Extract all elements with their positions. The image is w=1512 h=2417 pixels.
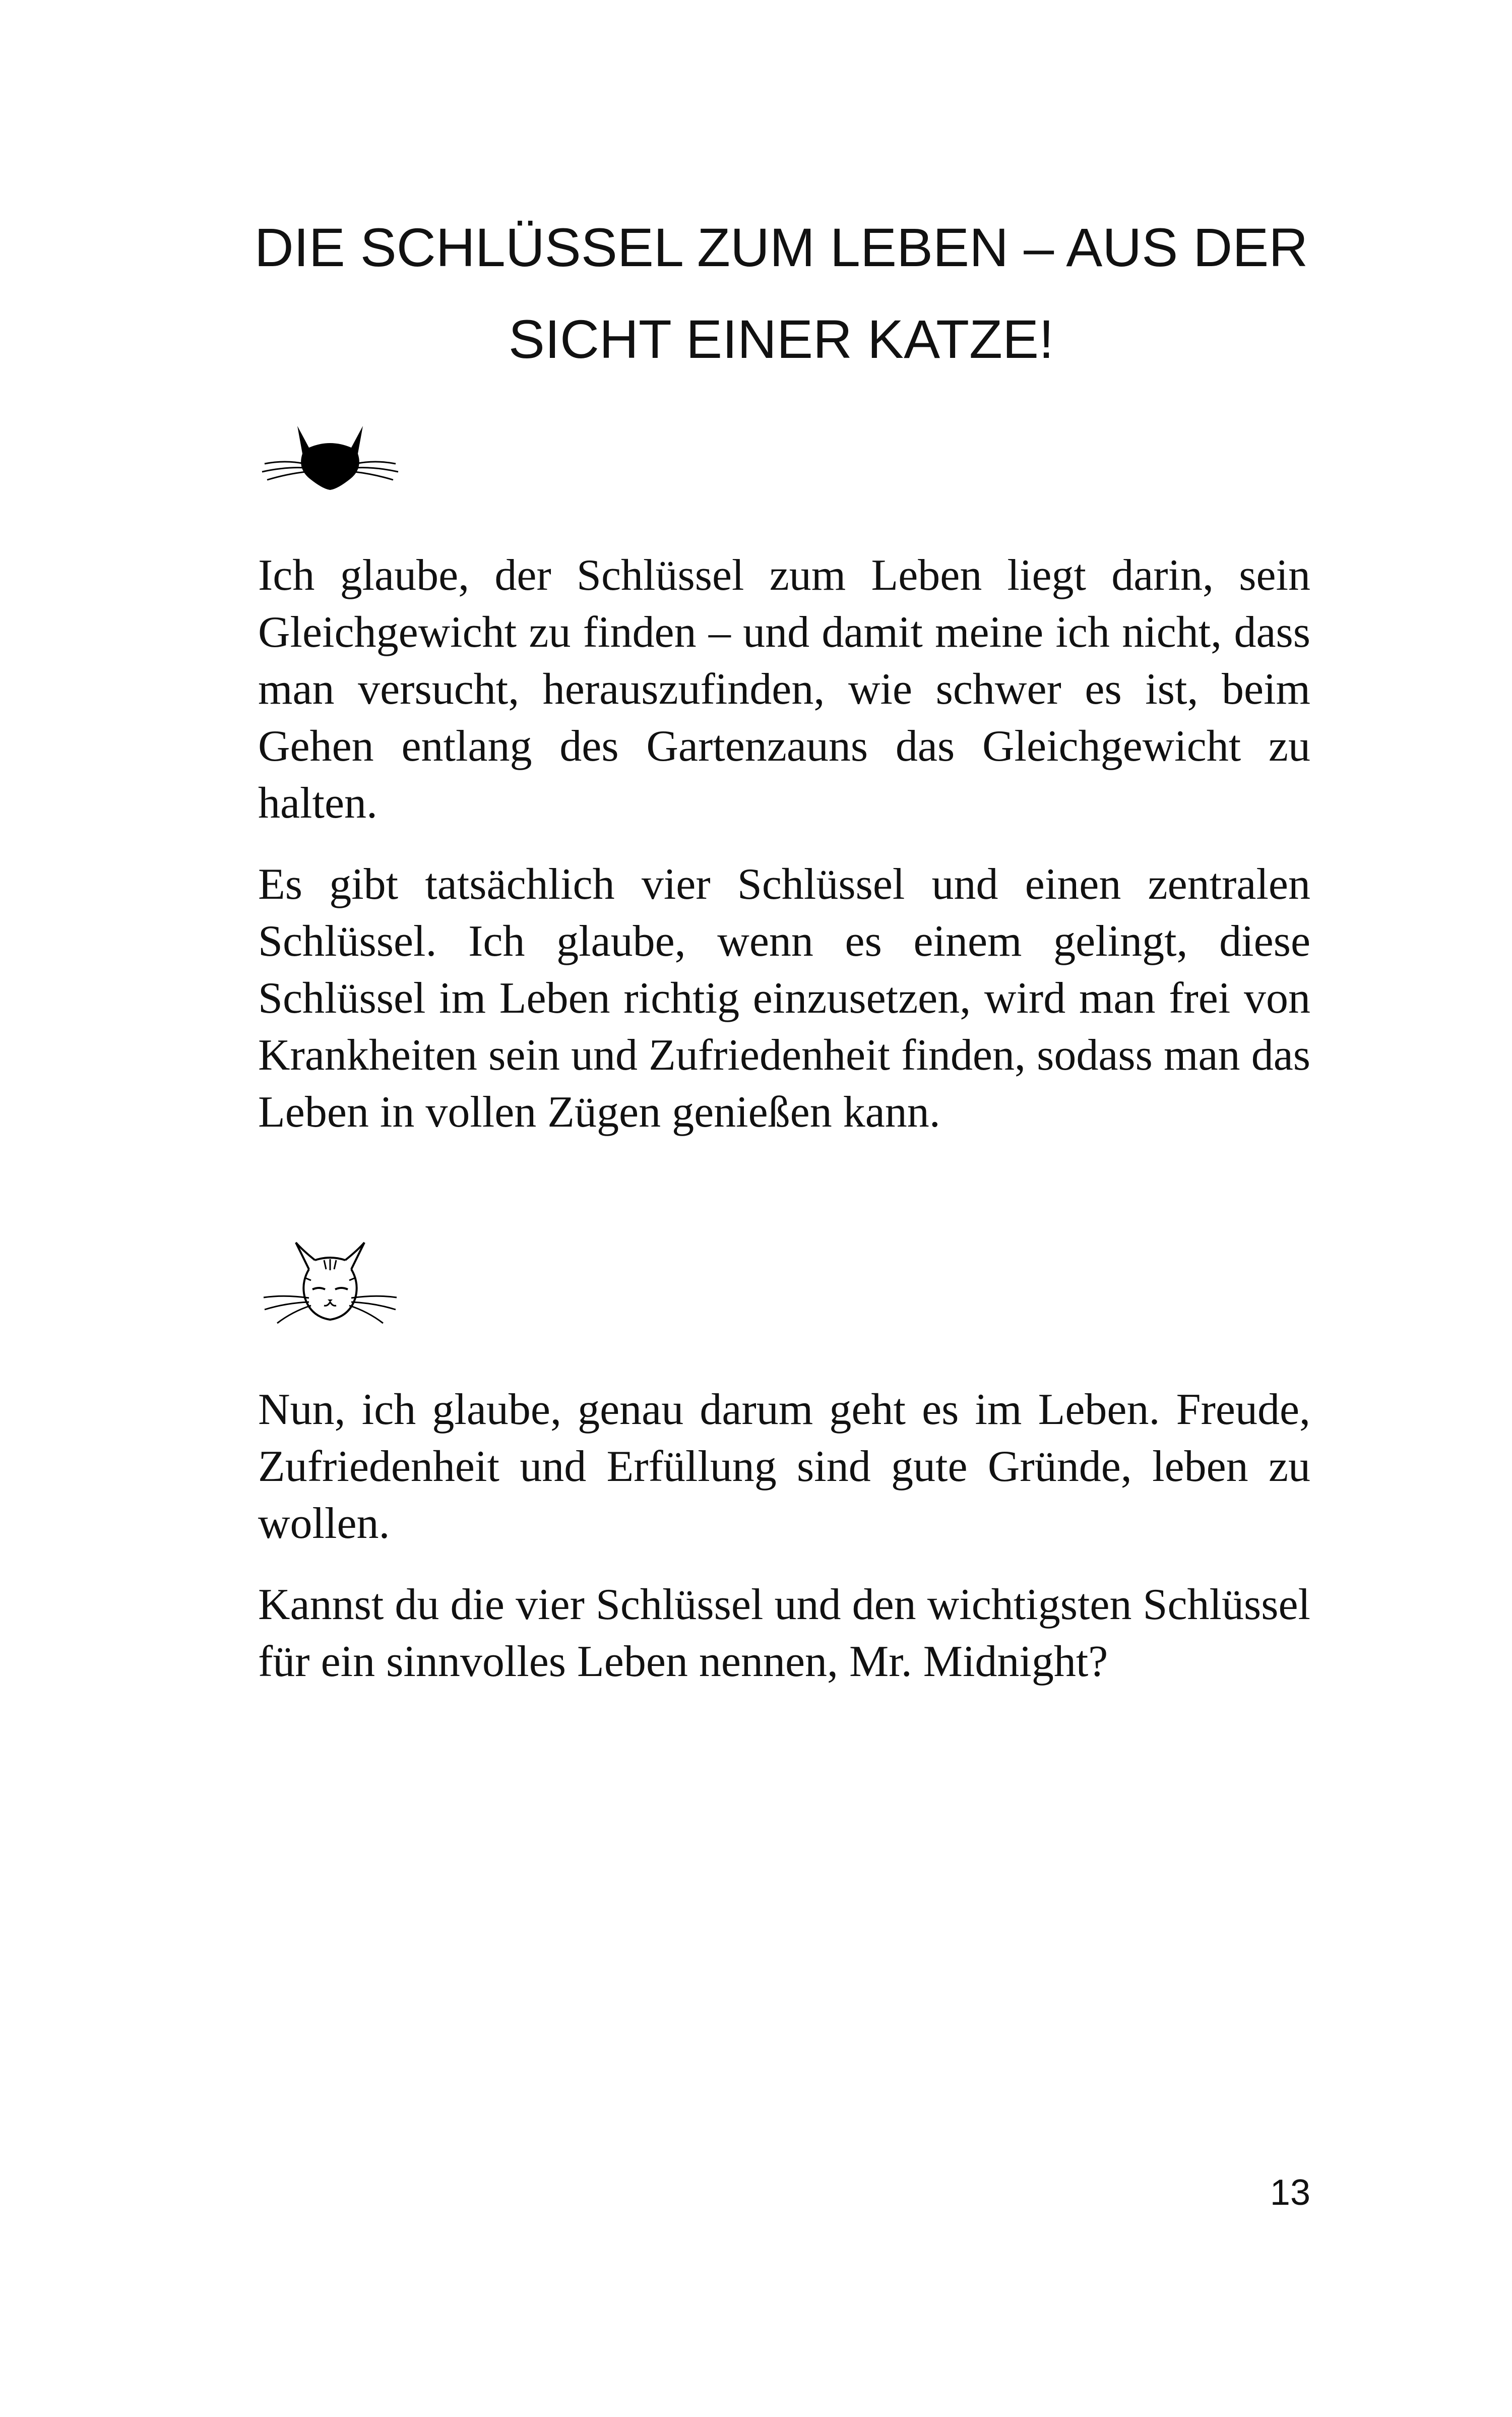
paragraph-3: Nun, ich glaube, genau darum geht es im Leben. Freude, Zufriedenheit und Erfüllung sind gute Gründe, leben zu wollen. <box>258 1385 1310 1548</box>
page-number: 13 <box>1270 2173 1310 2213</box>
paragraph-1: Ich glaube, der Schlüssel zum Leben liegt darin, sein Gleichgewicht zu finden – und damit meine ich nicht, dass man versucht, herauszufinden, wie schwer es ist, beim Gehen entlang des Gartenzauns das Gleichgewicht zu halten. <box>258 551 1310 828</box>
sleeping-tabby-cat-head-icon <box>255 1230 406 1351</box>
chapter-title: DIE SCHLÜSSEL ZUM LEBEN – AUS DER SICHT EINER KATZE! <box>254 217 1308 369</box>
paragraph-4: Kannst du die vier Schlüssel und den wichtigsten Schlüssel für ein sinnvolles Leben nennen, Mr. Midnight? <box>258 1580 1310 1686</box>
paragraph-2: Es gibt tatsächlich vier Schlüssel und einen zentralen Schlüssel. Ich glaube, wenn es einem gelingt, diese Schlüssel im Leben richtig einzusetzen, wird man frei von Krankheiten sein und Zufriedenheit finden, sodass man das Leben in vollen Zügen genießen kann. <box>258 860 1310 1137</box>
black-cat-head-icon <box>255 403 406 504</box>
